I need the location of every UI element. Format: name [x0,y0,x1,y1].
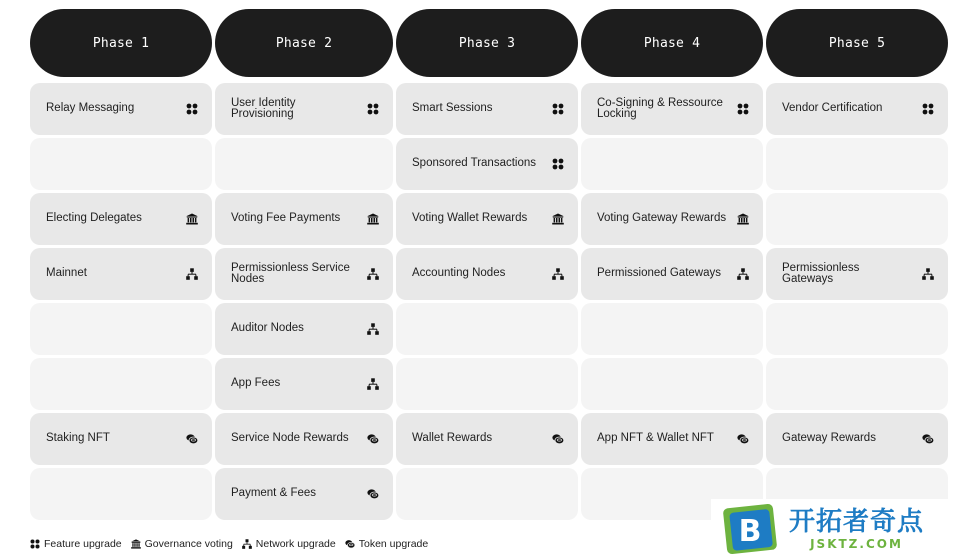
watermark-en: JSKTZ.COM [810,537,903,551]
milestone-cell [396,83,578,135]
milestone-label: App Fees [231,377,281,390]
roadmap-grid [30,9,948,523]
milestone-cell [215,303,393,355]
legend [30,538,437,550]
empty-cell [581,138,763,190]
phase-header: Phase 3 [396,9,578,77]
feature-icon [737,103,749,115]
governance-icon [131,539,141,549]
empty-cell [396,468,578,520]
token-icon [552,433,564,445]
milestone-cell [215,193,393,245]
milestone-label: Staking NFT [46,432,110,445]
milestone-label: Voting Gateway Rewards [597,212,727,225]
milestone-cell [396,413,578,465]
milestone-label: Voting Wallet Rewards [412,212,528,225]
milestone-cell [30,193,212,245]
legend-item [131,538,233,550]
empty-cell [396,303,578,355]
governance-icon [737,213,749,225]
token-icon [186,433,198,445]
phase-column [215,9,393,523]
milestone-cell [215,248,393,300]
empty-cell [30,358,212,410]
milestone-cell [215,468,393,520]
token-icon [345,539,355,549]
legend-label: Governance voting [144,538,233,550]
feature-icon [30,539,40,549]
network-icon [186,268,198,280]
milestone-cell [30,248,212,300]
milestone-label: Smart Sessions [412,102,493,115]
empty-cell [766,303,948,355]
watermark-text [789,507,924,551]
network-icon [367,378,379,390]
milestone-cell [581,248,763,300]
empty-cell [766,193,948,245]
legend-item [242,538,336,550]
empty-cell [766,358,948,410]
milestone-cell [396,248,578,300]
token-icon [737,433,749,445]
milestone-label: User Identity Provisioning [231,96,296,120]
phase-header: Phase 5 [766,9,948,77]
milestone-cell [766,83,948,135]
empty-cell [30,468,212,520]
feature-icon [922,103,934,115]
feature-icon [552,158,564,170]
network-icon [367,268,379,280]
milestone-label: Permissionless Service Nodes [231,261,350,285]
feature-icon [186,103,198,115]
token-icon [922,433,934,445]
milestone-label: Vendor Certification [782,102,883,115]
milestone-cell [766,413,948,465]
milestone-label: Relay Messaging [46,102,135,115]
milestone-label: Service Node Rewards [231,432,349,445]
milestone-cell [396,138,578,190]
empty-cell [396,358,578,410]
logo-letter: B [738,514,762,549]
milestone-cell [215,413,393,465]
milestone-label: Payment & Fees [231,487,317,500]
empty-cell [30,303,212,355]
phase-header: Phase 2 [215,9,393,77]
phase-column [581,9,763,523]
token-icon [367,488,379,500]
milestone-cell [215,83,393,135]
token-icon [367,433,379,445]
legend-label: Feature upgrade [44,538,122,550]
milestone-cell [581,413,763,465]
legend-item [345,538,428,550]
feature-icon [552,103,564,115]
watermark [711,499,961,559]
phase-column [30,9,212,523]
jsktz-logo-icon [721,502,779,556]
milestone-cell [215,358,393,410]
empty-cell [215,138,393,190]
network-icon [242,539,252,549]
phase-column [396,9,578,523]
milestone-cell [766,248,948,300]
legend-label: Network upgrade [255,538,336,550]
milestone-label: Accounting Nodes [412,267,506,280]
legend-label: Token upgrade [358,538,429,550]
phase-header: Phase 1 [30,9,212,77]
milestone-label: Electing Delegates [46,212,142,225]
empty-cell [766,138,948,190]
empty-cell [30,138,212,190]
milestone-label: Sponsored Transactions [412,157,537,170]
milestone-label: Co-Signing & Ressource Locking [597,96,723,120]
milestone-label: Mainnet [46,267,87,280]
milestone-label: Permissionless Gateways [782,261,860,285]
milestone-label: Gateway Rewards [782,432,876,445]
governance-icon [186,213,198,225]
watermark-cn: 开拓者奇点 [789,507,925,537]
empty-cell [581,303,763,355]
milestone-label: Voting Fee Payments [231,212,341,225]
phase-column [766,9,948,523]
milestone-label: Wallet Rewards [412,432,493,445]
empty-cell [581,358,763,410]
milestone-cell [581,83,763,135]
milestone-cell [30,413,212,465]
network-icon [737,268,749,280]
network-icon [367,323,379,335]
milestone-label: App NFT & Wallet NFT [597,432,714,445]
network-icon [552,268,564,280]
milestone-cell [396,193,578,245]
milestone-label: Auditor Nodes [231,322,304,335]
network-icon [922,268,934,280]
governance-icon [367,213,379,225]
feature-icon [367,103,379,115]
milestone-label: Permissioned Gateways [597,267,721,280]
phase-header: Phase 4 [581,9,763,77]
legend-item [30,538,122,550]
milestone-cell [30,83,212,135]
milestone-cell [581,193,763,245]
governance-icon [552,213,564,225]
